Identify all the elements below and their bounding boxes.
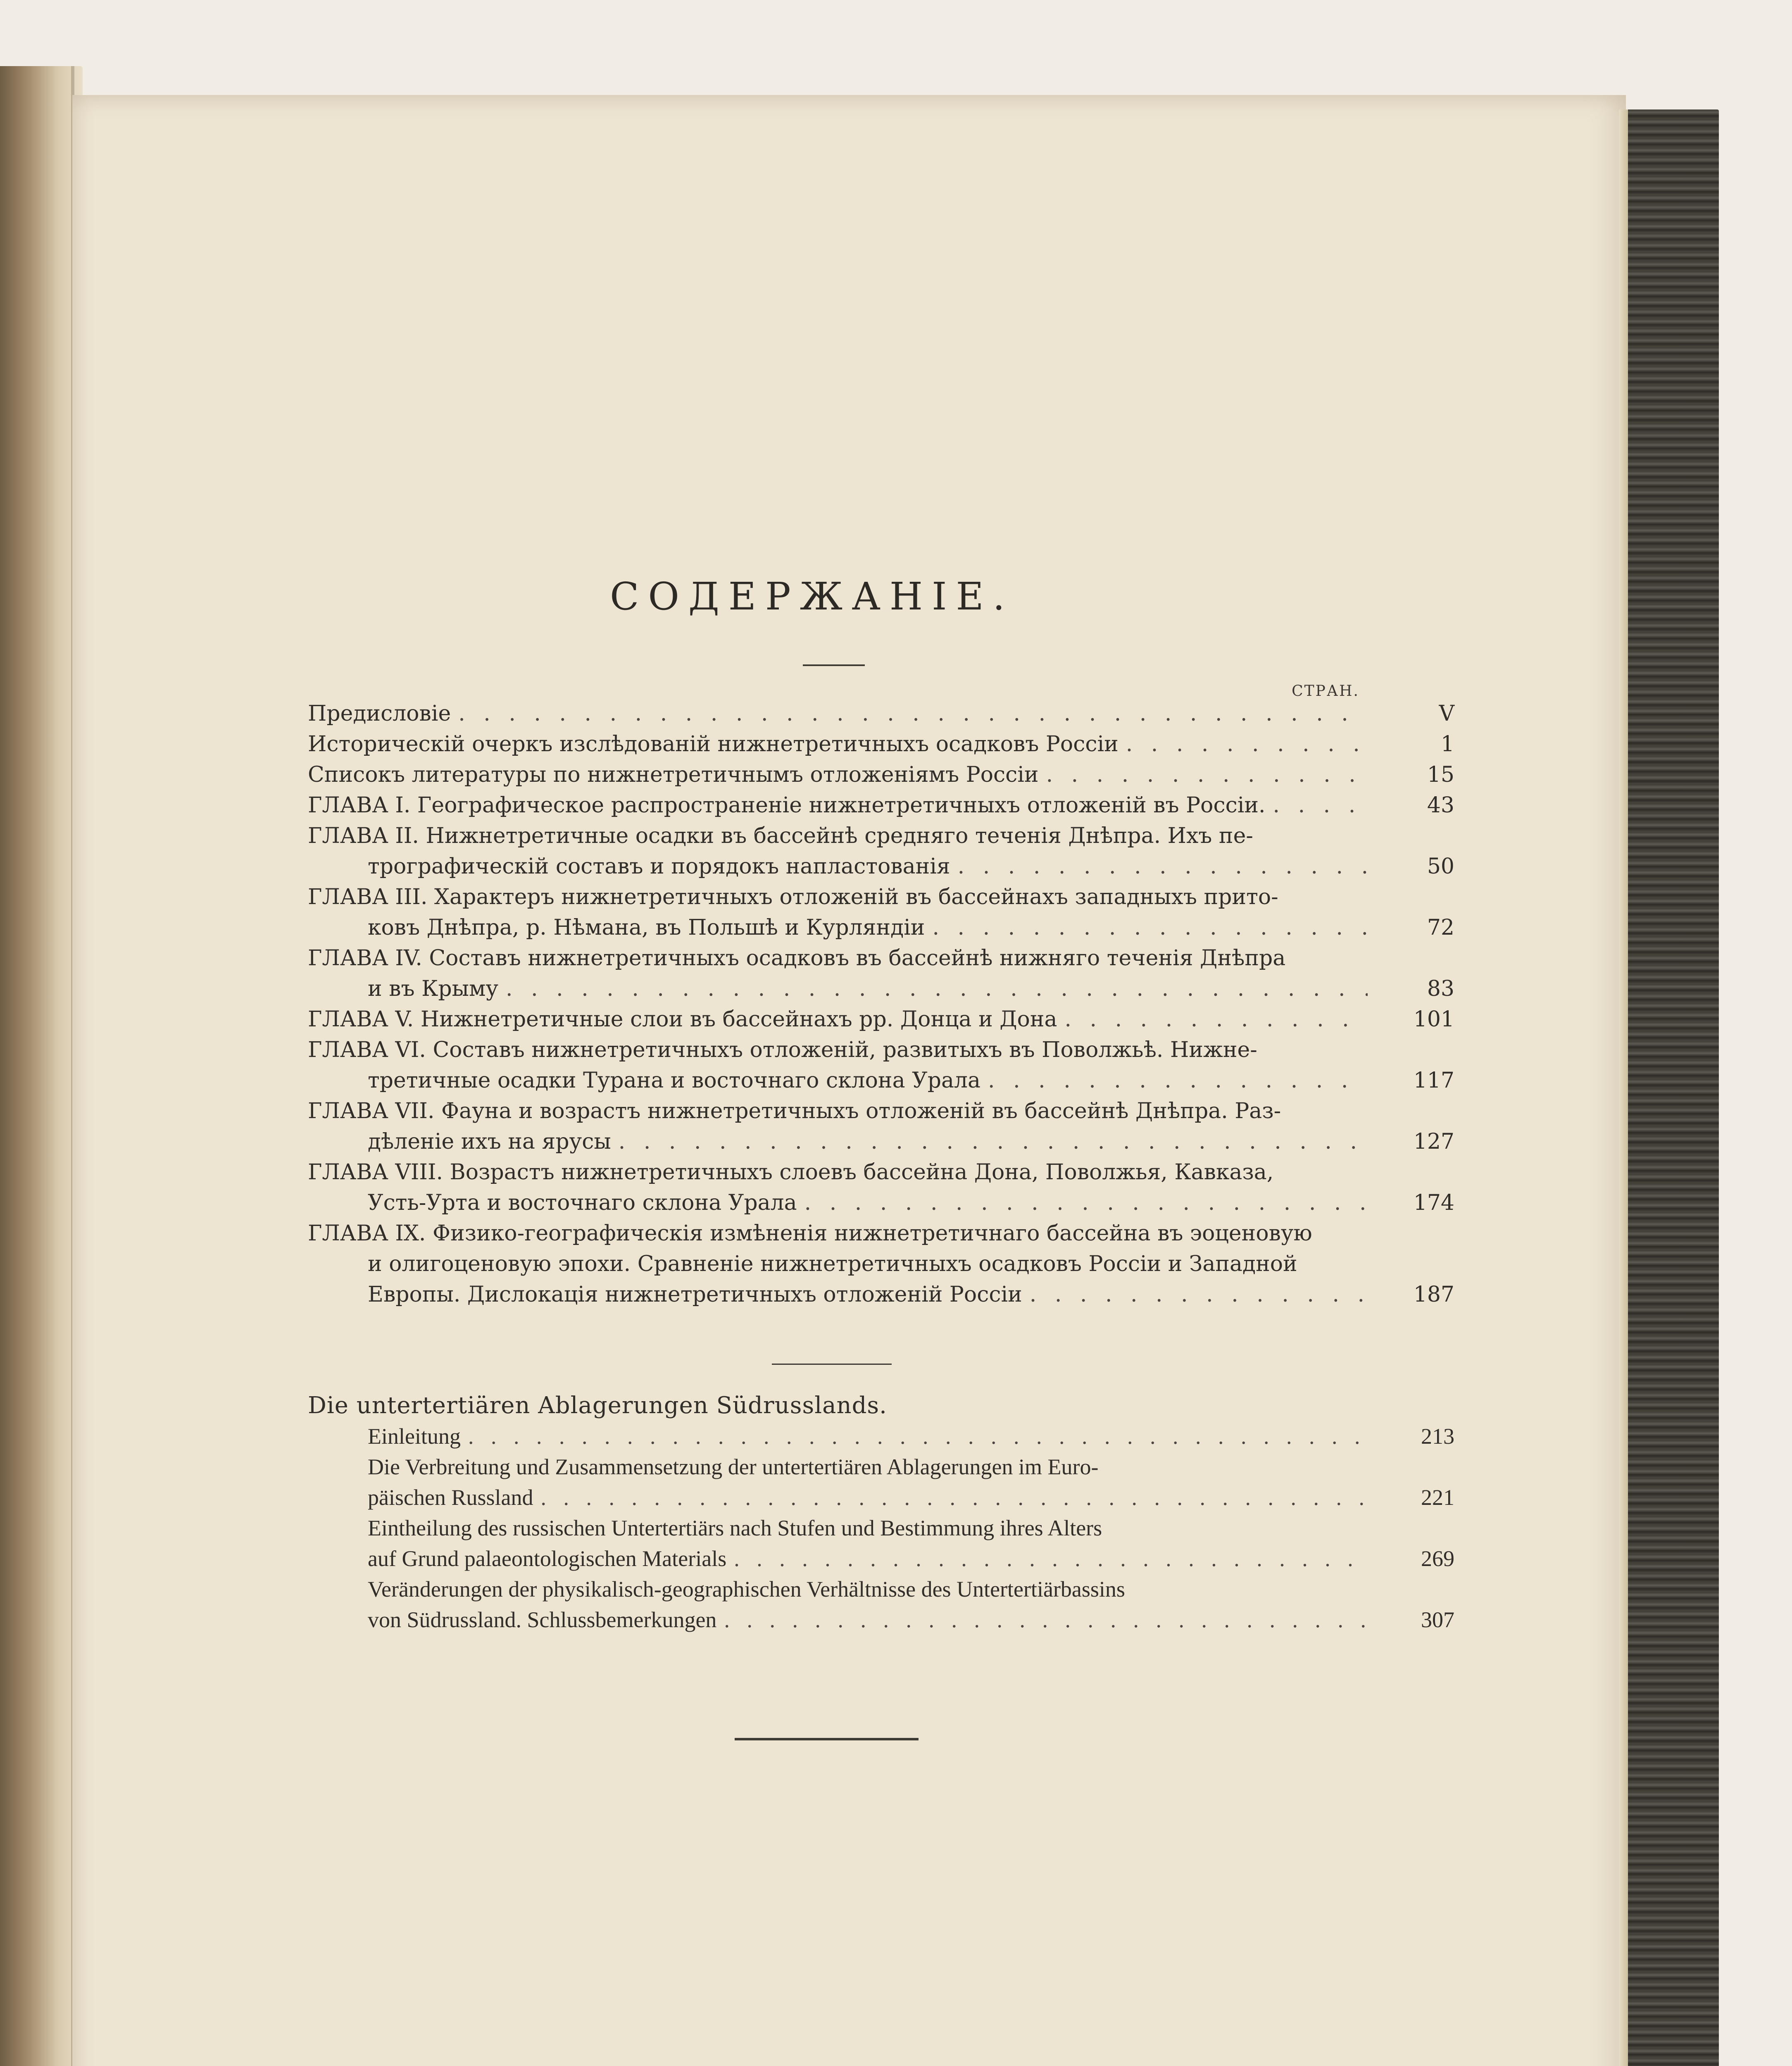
toc-entry-title: Списокъ литературы по нижнетретичнымъ отложеніямъ Россіи — [308, 762, 1039, 787]
dot-leader — [950, 851, 1368, 882]
dot-leader — [1119, 729, 1368, 759]
toc-entry — [308, 1513, 1454, 1574]
title-divider — [803, 664, 865, 666]
toc-entry-title: ГЛАВА IX. Физико-географическія измѣненія нижнетретичнаго бассейна въ эоценовую — [308, 1221, 1312, 1246]
toc-page-number: 187 — [1413, 1282, 1454, 1307]
dot-leader — [1039, 759, 1368, 790]
dot-leader — [451, 698, 1368, 729]
toc-page-number: 117 — [1413, 1068, 1454, 1093]
toc-entry-line — [308, 1157, 1349, 1188]
toc-entry-line — [308, 1126, 1454, 1157]
toc-entry-line — [308, 759, 1454, 790]
toc-entry-line — [308, 973, 1454, 1004]
toc-entry-title: auf Grund palaeontologischen Materials — [368, 1546, 727, 1571]
dot-leader — [925, 912, 1368, 943]
toc-entry-title: ГЛАВА I. Географическое распространеніе нижнетретичныхъ отложеній въ Россіи. — [308, 793, 1266, 818]
toc-entry-line — [308, 790, 1454, 821]
dot-leader — [1022, 1279, 1368, 1310]
toc-page-number: 50 — [1427, 854, 1454, 879]
toc-entry-title: третичные осадки Турана и восточнаго склона Урала — [368, 1068, 981, 1093]
toc-entry-line — [308, 882, 1349, 912]
toc-entry-title: ГЛАВА III. Характеръ нижнетретичныхъ отложеній въ бассейнахъ западныхъ прито- — [308, 885, 1278, 909]
toc-entry-title: ГЛАВА VIII. Возрастъ нижнетретичныхъ слоевъ бассейна Дона, Поволжья, Кавказа, — [308, 1160, 1274, 1185]
toc-page-number: 174 — [1413, 1190, 1454, 1215]
toc-entry — [308, 943, 1454, 1004]
toc-page-number: 43 — [1427, 793, 1454, 818]
book-cover-edge — [1622, 109, 1719, 2066]
toc-entry-title: Die Verbreitung und Zusammensetzung der untertertiären Ablagerungen im Euro- — [368, 1454, 1099, 1479]
toc-entry — [308, 882, 1454, 943]
toc-entry — [308, 1157, 1454, 1218]
toc-entry-title: и олигоценовую эпохи. Сравненіе нижнетретичныхъ осадковъ Россіи и Западной — [368, 1252, 1297, 1276]
dot-leader — [726, 1543, 1368, 1574]
toc-entry-title: von Südrussland. Schlussbemerkungen — [368, 1607, 717, 1632]
toc-entry-title: Einleitung — [368, 1424, 461, 1449]
dot-leader — [461, 1421, 1368, 1452]
toc-page-number: 1 — [1440, 732, 1454, 757]
toc-entry-line — [308, 1604, 1454, 1635]
toc-entry-line — [308, 1279, 1454, 1310]
toc-page-number: 101 — [1413, 1007, 1454, 1032]
dot-leader — [533, 1482, 1368, 1513]
toc-entry-line — [308, 1188, 1454, 1218]
toc-entry-line — [308, 1065, 1454, 1096]
toc-entry-line — [308, 1513, 1349, 1543]
toc-page-number: V — [1439, 701, 1454, 726]
toc-german — [308, 1390, 1454, 1635]
toc-entry-line — [308, 1543, 1454, 1574]
toc-entry — [308, 790, 1454, 821]
section-divider — [772, 1364, 892, 1365]
toc-entry — [308, 1421, 1454, 1452]
toc-entry-title: Eintheilung des russischen Untertertiärs nach Stufen und Bestimmung ihres Alters — [368, 1516, 1102, 1540]
dot-leader — [980, 1065, 1368, 1096]
left-page-edge — [0, 66, 83, 2066]
toc-entry-title: Европы. Дислокація нижнетретичныхъ отложеній Россіи — [368, 1282, 1022, 1307]
toc-page-number: 269 — [1421, 1546, 1454, 1571]
toc-entry-line — [308, 851, 1454, 882]
dot-leader — [1057, 1004, 1368, 1035]
toc-page-number: 213 — [1421, 1424, 1454, 1449]
toc-entry-line — [308, 1452, 1349, 1482]
page-column-heading: СТРАН. — [1292, 683, 1359, 700]
toc-entry-line — [308, 1482, 1454, 1513]
toc-entry-title: ГЛАВА VII. Фауна и возрастъ нижнетретичныхъ отложеній въ бассейнѣ Днѣпра. Раз- — [308, 1099, 1281, 1123]
toc-entry-title: ГЛАВА VI. Составъ нижнетретичныхъ отложеній, развитыхъ въ Поволжьѣ. Нижне- — [308, 1038, 1257, 1062]
toc-entry — [308, 1035, 1454, 1096]
german-section-heading: Die untertertiären Ablagerungen Südrusslands. — [308, 1392, 887, 1419]
toc-page-number: 127 — [1413, 1129, 1454, 1154]
dot-leader — [611, 1126, 1368, 1157]
toc-entry-title: Veränderungen der physikalisch-geographischen Verhältnisse des Untertertiärbassins — [368, 1577, 1125, 1602]
toc-entry — [308, 1096, 1454, 1157]
toc-entry-line — [308, 1096, 1349, 1126]
toc-entry-title: и въ Крыму — [368, 976, 499, 1001]
toc-entry-title: трографическій составъ и порядокъ напластованія — [368, 854, 950, 879]
toc-entry-title: Предисловіе — [308, 701, 451, 726]
dot-leader — [716, 1604, 1368, 1635]
toc-entry — [308, 698, 1454, 729]
end-divider — [735, 1738, 919, 1740]
toc-entry-title: Историческій очеркъ изслѣдованій нижнетретичныхъ осадковъ Россіи — [308, 732, 1119, 757]
toc-page-number: 72 — [1427, 915, 1454, 940]
dot-leader — [1266, 790, 1368, 821]
toc-entry-title: päischen Russland — [368, 1485, 533, 1510]
toc-entry-line — [308, 1035, 1349, 1065]
toc-page-number: 83 — [1427, 976, 1454, 1001]
toc-entry-title: ГЛАВА II. Нижнетретичные осадки въ бассейнѣ средняго теченія Днѣпра. Ихъ пе- — [308, 824, 1253, 848]
toc-page-number: 307 — [1421, 1607, 1454, 1632]
toc-entry — [308, 821, 1454, 882]
toc-entry — [308, 1218, 1454, 1310]
toc-entry-line — [308, 1218, 1349, 1249]
toc-entry-title: дѣленіе ихъ на ярусы — [368, 1129, 611, 1154]
toc-entry — [308, 729, 1454, 759]
toc-page-number: 15 — [1427, 762, 1454, 787]
toc-entry-line — [308, 1574, 1349, 1604]
toc-entry — [308, 1452, 1454, 1513]
toc-entry-title: Усть-Урта и восточнаго склона Урала — [368, 1190, 797, 1215]
toc-entry-line — [308, 1249, 1349, 1279]
toc-entry-title: ГЛАВА V. Нижнетретичные слои въ бассейнахъ рр. Донца и Дона — [308, 1007, 1057, 1032]
toc-entry-line — [308, 943, 1349, 973]
toc-entry-line — [308, 912, 1454, 943]
page-title: СОДЕРЖАНІЕ. — [610, 574, 1014, 619]
toc-entry-line — [308, 1004, 1454, 1035]
toc-entry-title: ГЛАВА IV. Составъ нижнетретичныхъ осадковъ въ бассейнѣ нижняго теченія Днѣпра — [308, 946, 1286, 971]
toc-entry — [308, 1574, 1454, 1635]
toc-entry — [308, 1004, 1454, 1035]
toc-russian — [308, 698, 1454, 1310]
toc-page-number: 221 — [1421, 1485, 1454, 1510]
page-block-edge — [1619, 109, 1628, 2066]
toc-entry — [308, 759, 1454, 790]
toc-entry-title: ковъ Днѣпра, р. Нѣмана, въ Польшѣ и Курляндіи — [368, 915, 925, 940]
toc-entry-line — [308, 729, 1454, 759]
dot-leader — [797, 1188, 1368, 1218]
toc-entry-line — [308, 1421, 1454, 1452]
toc-entry-line — [308, 698, 1454, 729]
dot-leader — [498, 973, 1368, 1004]
toc-entry-line — [308, 821, 1349, 851]
